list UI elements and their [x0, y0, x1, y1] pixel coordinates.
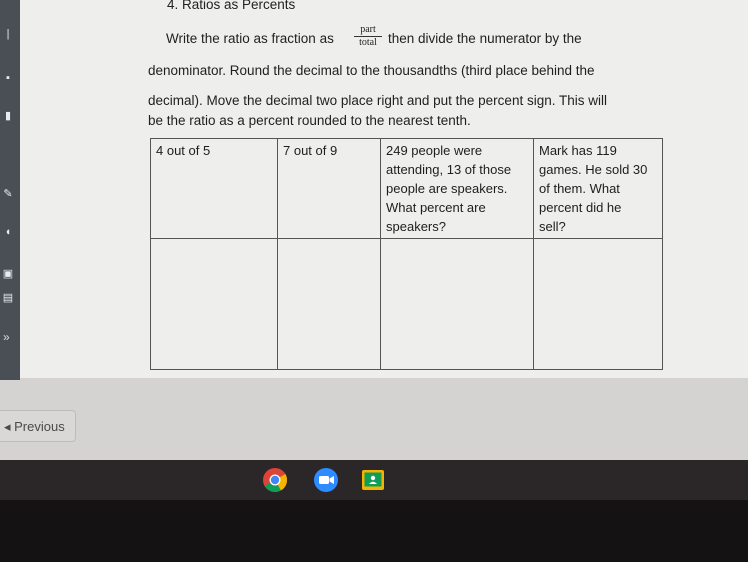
pen-icon[interactable]: ✎ — [3, 188, 13, 200]
problem-text: sell? — [539, 219, 566, 234]
tool-icon[interactable]: | — [6, 28, 10, 40]
laptop-bezel — [0, 500, 748, 562]
problem-text: games. He sold 30 — [539, 162, 648, 177]
tool-icon[interactable]: ◖ — [4, 226, 12, 238]
answer-cell-1[interactable] — [151, 239, 278, 370]
fraction-denominator: total — [359, 37, 377, 48]
problem-text: percent did he — [539, 200, 622, 215]
instruction-line-3: decimal). Move the decimal two place right and put the percent sign. This will — [148, 93, 607, 108]
tool-icon[interactable]: ▪ — [6, 72, 10, 84]
classroom-icon[interactable] — [360, 467, 386, 493]
answer-cell-2[interactable] — [278, 239, 381, 370]
problem-table — [150, 138, 663, 370]
problem-text: 7 out of 9 — [283, 143, 338, 158]
fraction-numerator: part — [354, 24, 382, 37]
video-meeting-icon[interactable] — [313, 467, 339, 493]
problem-text: 4 out of 5 — [156, 143, 211, 158]
instruction-line-2: denominator. Round the decimal to the thousandths (third place behind the — [148, 63, 595, 78]
problem-text: people are speakers. — [386, 181, 508, 196]
problem-text: What percent are — [386, 200, 486, 215]
left-toolbar — [0, 0, 20, 380]
problem-text: Mark has 119 — [539, 143, 617, 158]
problem-cell-3[interactable] — [381, 139, 534, 239]
problem-row — [151, 139, 663, 239]
tool-icon[interactable]: ▮ — [4, 110, 12, 122]
answer-cell-4[interactable] — [534, 239, 663, 370]
instruction-line-4: be the ratio as a percent rounded to the nearest tenth. — [148, 113, 471, 128]
expand-toolbar-button[interactable]: » — [3, 330, 10, 344]
answer-cell-3[interactable] — [381, 239, 534, 370]
problem-text: 249 people were — [386, 143, 483, 158]
problem-cell-4[interactable] — [534, 139, 663, 239]
tool-icon[interactable]: ▣ — [2, 268, 14, 280]
instruction-line-1b: then divide the numerator by the — [388, 31, 582, 46]
taskbar — [0, 460, 748, 500]
tool-icon[interactable]: ▤ — [2, 292, 14, 304]
part-over-total-fraction — [354, 24, 382, 49]
problem-text: of them. What — [539, 181, 620, 196]
worksheet-page — [20, 0, 748, 378]
problem-text: speakers? — [386, 219, 446, 234]
chrome-icon[interactable] — [262, 467, 288, 493]
problem-cell-1[interactable] — [151, 139, 278, 239]
answer-row — [151, 239, 663, 370]
instruction-line-1a: Write the ratio as fraction as — [166, 31, 334, 46]
problem-cell-2[interactable] — [278, 139, 381, 239]
problem-text: attending, 13 of those — [386, 162, 512, 177]
previous-button[interactable]: ◂ Previous — [0, 410, 76, 442]
page-title: 4. Ratios as Percents — [167, 0, 296, 12]
